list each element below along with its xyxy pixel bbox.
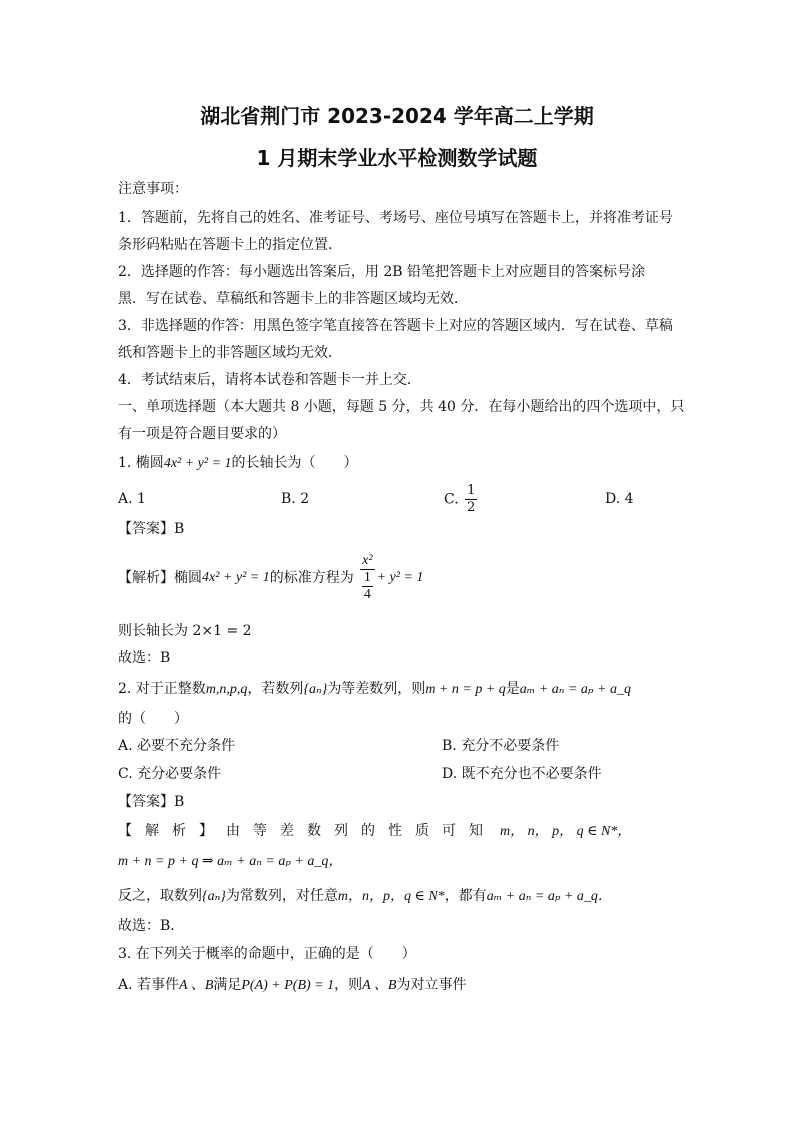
q2-vars: m,n,p,q xyxy=(205,682,248,697)
nested-denominator: 4 xyxy=(363,587,371,602)
q1-exp-mid: 的标准方程为 xyxy=(269,569,354,586)
q2-answer: 【答案】B xyxy=(118,794,185,810)
q2-option-d: D. 既不充分也不必要条件 xyxy=(442,766,602,782)
q1-explanation xyxy=(118,552,423,603)
q1-standard-form-fraction xyxy=(360,552,374,603)
q2-mid3: 是 xyxy=(505,681,520,697)
q2-sequence: {aₙ} xyxy=(303,682,328,697)
q2-explanation-line-2: m + n = p + q ⇒ aₘ + aₙ = aₚ + a_q， xyxy=(118,854,343,869)
q3-opt-a-part-1: A. 若事件 xyxy=(118,977,180,993)
q1-prefix: 1. 椭圆 xyxy=(118,455,164,471)
notes-heading: 注意事项： xyxy=(118,181,188,197)
q1-exp-prefix: 【解析】椭圆 xyxy=(118,569,202,586)
q2-option-a: A. 必要不充分条件 xyxy=(118,738,236,754)
note-2-line-1: 2．选择题的作答：每小题选出答案后，用 2B 铅笔把答题卡上对应题目的答案标号涂 xyxy=(118,264,646,280)
q1-suffix: 的长轴长为（ ） xyxy=(231,455,358,471)
q1-major-axis: 则长轴长为 2×1 = 2 xyxy=(118,623,252,639)
q3-opt-a-part-2: 满足 xyxy=(213,977,242,993)
q2-exp3a: 反之，取数列 xyxy=(118,888,202,904)
q1-answer: 【答案】B xyxy=(118,521,185,537)
q2-mid2: 为等差数列，则 xyxy=(327,681,426,697)
title-line-1: 湖北省荆门市 2023-2024 学年高二上学期 xyxy=(200,104,594,128)
q2-explanation-line-1 xyxy=(118,822,631,841)
note-3-line-2: 纸和答题卡上的非答题区域均无效． xyxy=(118,345,342,361)
nested-fraction xyxy=(362,570,373,603)
q2-prefix: 2. 对于正整数 xyxy=(118,681,206,697)
q2-conclusion: aₘ + aₙ = aₚ + a_q xyxy=(519,682,631,697)
standard-form-denominator xyxy=(360,570,374,603)
note-1-line-1: 1．答题前，先将自己的姓名、准考证号、考场号、座位号填写在答题卡上，并将准考证号 xyxy=(118,210,673,226)
nested-numerator: 1 xyxy=(363,570,371,585)
q2-exp3-seq: {aₙ} xyxy=(202,889,226,904)
q1-option-c xyxy=(444,483,479,516)
q2-mid1: ，若数列 xyxy=(247,681,304,697)
q2-option-b: B. 充分不必要条件 xyxy=(442,738,560,754)
q1-option-c-label: C. xyxy=(444,491,459,508)
q2-exp3-eq: aₘ + aₙ = aₚ + a_q． xyxy=(486,889,612,904)
q1-standard-form-tail: + y² = 1 xyxy=(376,569,424,585)
q3-opt-a-part-4: 为对立事件 xyxy=(396,977,467,993)
q2-exp3-vars: m，n，p，q ∈ N* xyxy=(337,889,445,904)
q2-condition: m + n = p + q xyxy=(425,682,506,697)
q3-opt-a-events-2: A 、B xyxy=(362,978,397,993)
q1-exp-equation: 4x² + y² = 1 xyxy=(202,569,270,585)
fraction-numerator: 1 xyxy=(467,483,476,498)
note-3-line-1: 3．非选择题的作答：用黑色签字笔直接答在答题卡上对应的答题区域内．写在试卷、草稿 xyxy=(118,318,673,334)
fraction-denominator: 2 xyxy=(467,500,476,515)
q2-stem-line-2: 的（ ） xyxy=(118,711,188,727)
q3-opt-a-events: A 、B xyxy=(179,978,214,993)
q3-opt-a-part-3: ，则 xyxy=(334,977,363,993)
q2-choose: 故选：B． xyxy=(118,918,185,934)
section-heading-line-2: 有一项是符合题目要求的） xyxy=(118,426,286,442)
q1-option-d: D. 4 xyxy=(605,491,634,507)
q2-exp1: 【解析】由等差数列的性质可知 xyxy=(118,823,496,839)
q1-option-b: B. 2 xyxy=(281,491,310,507)
q2-exp1-vars: m， n， p， q ∈ N*， xyxy=(500,824,632,839)
note-4: 4．考试结束后，请将本试卷和答题卡一并上交． xyxy=(118,372,421,388)
q1-ellipse-equation: 4x² + y² = 1 xyxy=(163,456,232,471)
question-1-stem xyxy=(118,454,358,473)
q2-exp3b: 为常数列，对任意 xyxy=(225,888,338,904)
q1-option-c-fraction xyxy=(465,483,477,516)
note-1-line-2: 条形码粘贴在答题卡上的指定位置． xyxy=(118,237,342,253)
q2-exp3c: ，都有 xyxy=(444,888,487,904)
section-heading-line-1: 一、单项选择题（本大题共 8 小题，每题 5 分，共 40 分．在每小题给出的四个选项中，只 xyxy=(118,399,685,415)
question-2-stem xyxy=(118,680,631,699)
standard-form-numerator: x² xyxy=(362,553,373,568)
question-3-stem: 3. 在下列关于概率的命题中，正确的是（ ） xyxy=(118,946,416,962)
q1-choose: 故选：B xyxy=(118,650,171,666)
q1-option-a: A. 1 xyxy=(118,491,146,507)
q2-option-c: C. 充分必要条件 xyxy=(118,766,222,782)
note-2-line-2: 黑．写在试卷、草稿纸和答题卡上的非答题区域均无效． xyxy=(118,291,468,307)
q3-opt-a-equation: P(A) + P(B) = 1 xyxy=(241,978,335,993)
title-line-2: 1 月期末学业水平检测数学试题 xyxy=(256,146,538,170)
q2-explanation-line-3 xyxy=(118,887,612,906)
q3-option-a xyxy=(118,976,466,995)
